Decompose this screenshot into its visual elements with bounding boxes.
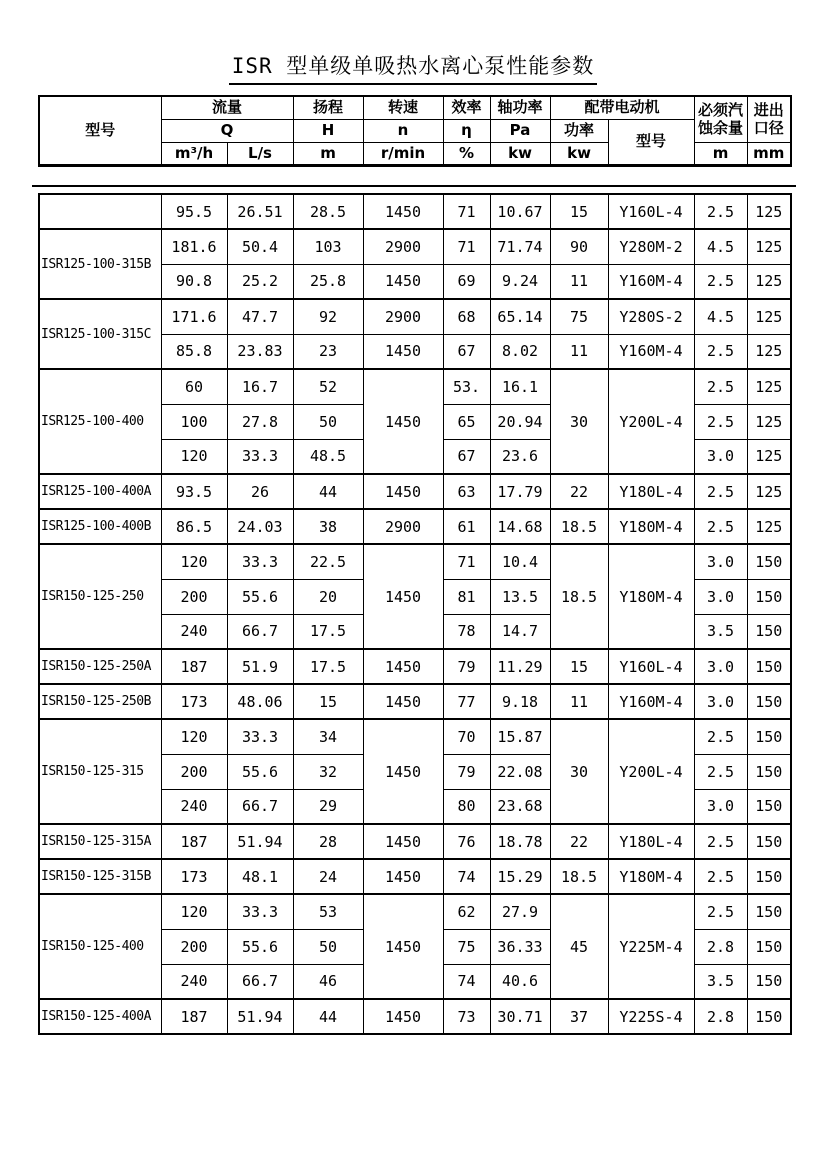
data-cell: 150 bbox=[747, 719, 791, 754]
data-cell: 22 bbox=[550, 824, 608, 859]
data-cell: 95.5 bbox=[161, 194, 227, 229]
data-cell: 79 bbox=[443, 754, 490, 789]
data-cell: 1450 bbox=[363, 264, 443, 299]
data-cell: 75 bbox=[443, 929, 490, 964]
data-cell: 1450 bbox=[363, 474, 443, 509]
data-cell: 74 bbox=[443, 859, 490, 894]
data-cell: Y180L-4 bbox=[608, 824, 694, 859]
header-table bbox=[38, 95, 792, 167]
data-cell: 1450 bbox=[363, 544, 443, 649]
pump-model-cell: ISR125-100-315C bbox=[39, 299, 161, 369]
data-cell: 18.78 bbox=[490, 824, 550, 859]
header-motor: 配带电动机 bbox=[550, 96, 694, 119]
data-cell: 125 bbox=[747, 404, 791, 439]
pump-group bbox=[39, 999, 791, 1034]
data-cell: 47.7 bbox=[227, 299, 293, 334]
data-cell: Y160M-4 bbox=[608, 264, 694, 299]
unit-percent: % bbox=[443, 142, 490, 165]
table-row bbox=[39, 649, 791, 684]
table-row bbox=[39, 194, 791, 229]
data-cell: 18.5 bbox=[550, 509, 608, 544]
data-cell: 50 bbox=[293, 929, 363, 964]
data-cell: 2.5 bbox=[694, 719, 747, 754]
data-cell: 37 bbox=[550, 999, 608, 1034]
data-cell: 125 bbox=[747, 439, 791, 474]
unit-m3h: m³/h bbox=[161, 142, 227, 165]
data-cell: 23.6 bbox=[490, 439, 550, 474]
data-cell: 33.3 bbox=[227, 719, 293, 754]
data-cell: 74 bbox=[443, 964, 490, 999]
table-row bbox=[39, 544, 791, 579]
table-row bbox=[39, 299, 791, 334]
data-cell: 80 bbox=[443, 789, 490, 824]
data-cell: 36.33 bbox=[490, 929, 550, 964]
data-cell: 15.87 bbox=[490, 719, 550, 754]
data-cell: 26 bbox=[227, 474, 293, 509]
data-cell: 240 bbox=[161, 964, 227, 999]
data-cell: Y180M-4 bbox=[608, 509, 694, 544]
data-cell: 55.6 bbox=[227, 929, 293, 964]
data-cell: 66.7 bbox=[227, 789, 293, 824]
data-cell: 44 bbox=[293, 999, 363, 1034]
data-cell: 3.0 bbox=[694, 544, 747, 579]
data-cell: 2.5 bbox=[694, 754, 747, 789]
pump-group bbox=[39, 684, 791, 719]
data-cell: 53 bbox=[293, 894, 363, 929]
data-cell: 2.8 bbox=[694, 929, 747, 964]
pump-group bbox=[39, 824, 791, 859]
unit-ls: L/s bbox=[227, 142, 293, 165]
data-cell: 15.29 bbox=[490, 859, 550, 894]
data-cell: 29 bbox=[293, 789, 363, 824]
pump-model-cell: ISR150-125-315A bbox=[39, 824, 161, 859]
unit-npsh-m: m bbox=[694, 142, 747, 165]
table-row bbox=[39, 369, 791, 404]
header-flow-symbol: Q bbox=[161, 119, 293, 142]
data-cell: 48.06 bbox=[227, 684, 293, 719]
data-cell: 100 bbox=[161, 404, 227, 439]
pump-model-cell bbox=[39, 194, 161, 229]
data-cell: 16.7 bbox=[227, 369, 293, 404]
data-cell: 10.4 bbox=[490, 544, 550, 579]
data-cell: Y180L-4 bbox=[608, 474, 694, 509]
data-cell: 3.0 bbox=[694, 649, 747, 684]
data-cell: 60 bbox=[161, 369, 227, 404]
header-speed: 转速 bbox=[363, 96, 443, 119]
data-cell: 71 bbox=[443, 544, 490, 579]
data-cell: 1450 bbox=[363, 684, 443, 719]
pump-model-cell: ISR150-125-315 bbox=[39, 719, 161, 824]
data-cell: 69 bbox=[443, 264, 490, 299]
data-cell: 2.5 bbox=[694, 859, 747, 894]
data-cell: 150 bbox=[747, 999, 791, 1034]
data-cell: 2900 bbox=[363, 299, 443, 334]
table-row bbox=[39, 474, 791, 509]
data-cell: 14.7 bbox=[490, 614, 550, 649]
data-cell: 17.5 bbox=[293, 649, 363, 684]
data-cell: 28.5 bbox=[293, 194, 363, 229]
data-cell: 23 bbox=[293, 334, 363, 369]
pump-model-cell: ISR125-100-400B bbox=[39, 509, 161, 544]
pump-group bbox=[39, 719, 791, 824]
performance-table bbox=[38, 193, 792, 1035]
double-rule-divider bbox=[32, 185, 796, 187]
data-cell: 125 bbox=[747, 264, 791, 299]
data-cell: 65 bbox=[443, 404, 490, 439]
pump-group bbox=[39, 509, 791, 544]
data-cell: 150 bbox=[747, 614, 791, 649]
data-cell: 125 bbox=[747, 334, 791, 369]
data-cell: 20.94 bbox=[490, 404, 550, 439]
data-cell: 120 bbox=[161, 894, 227, 929]
data-cell: 92 bbox=[293, 299, 363, 334]
data-cell: 90 bbox=[550, 229, 608, 264]
data-cell: 30 bbox=[550, 719, 608, 824]
data-cell: Y160L-4 bbox=[608, 649, 694, 684]
data-cell: 1450 bbox=[363, 894, 443, 999]
data-cell: 38 bbox=[293, 509, 363, 544]
data-cell: 30 bbox=[550, 369, 608, 474]
pump-model-cell: ISR150-125-250B bbox=[39, 684, 161, 719]
page-title-text: ISR 型单级单吸热水离心泵性能参数 bbox=[229, 50, 598, 85]
data-cell: 2.5 bbox=[694, 369, 747, 404]
data-cell: 10.67 bbox=[490, 194, 550, 229]
pump-group bbox=[39, 369, 791, 474]
pump-group bbox=[39, 194, 791, 229]
data-cell: 78 bbox=[443, 614, 490, 649]
table-row bbox=[39, 229, 791, 264]
data-cell: 187 bbox=[161, 649, 227, 684]
data-cell: 2.5 bbox=[694, 894, 747, 929]
data-cell: 150 bbox=[747, 859, 791, 894]
data-cell: 120 bbox=[161, 544, 227, 579]
data-cell: 53. bbox=[443, 369, 490, 404]
data-cell: 1450 bbox=[363, 649, 443, 684]
data-cell: 3.0 bbox=[694, 684, 747, 719]
pump-model-cell: ISR150-125-250A bbox=[39, 649, 161, 684]
data-cell: Y225S-4 bbox=[608, 999, 694, 1034]
data-cell: Y225M-4 bbox=[608, 894, 694, 999]
data-cell: 2.5 bbox=[694, 824, 747, 859]
data-cell: 18.5 bbox=[550, 859, 608, 894]
data-cell: 187 bbox=[161, 824, 227, 859]
header-shaft-power: 轴功率 bbox=[490, 96, 550, 119]
data-cell: 46 bbox=[293, 964, 363, 999]
data-cell: 2.8 bbox=[694, 999, 747, 1034]
data-cell: 2.5 bbox=[694, 474, 747, 509]
data-cell: 90.8 bbox=[161, 264, 227, 299]
data-cell: 3.0 bbox=[694, 789, 747, 824]
data-cell: 63 bbox=[443, 474, 490, 509]
pump-model-cell: ISR125-100-400 bbox=[39, 369, 161, 474]
data-cell: 61 bbox=[443, 509, 490, 544]
data-cell: 24 bbox=[293, 859, 363, 894]
data-cell: 150 bbox=[747, 894, 791, 929]
data-cell: 81 bbox=[443, 579, 490, 614]
data-cell: 150 bbox=[747, 824, 791, 859]
unit-kw-motor: kw bbox=[550, 142, 608, 165]
data-cell: 2.5 bbox=[694, 264, 747, 299]
data-cell: 27.9 bbox=[490, 894, 550, 929]
data-cell: 51.94 bbox=[227, 824, 293, 859]
data-cell: 4.5 bbox=[694, 229, 747, 264]
data-cell: 2900 bbox=[363, 229, 443, 264]
data-cell: 15 bbox=[550, 649, 608, 684]
data-cell: 48.5 bbox=[293, 439, 363, 474]
data-cell: 26.51 bbox=[227, 194, 293, 229]
data-cell: 2.5 bbox=[694, 194, 747, 229]
data-cell: Y200L-4 bbox=[608, 719, 694, 824]
data-cell: 30.71 bbox=[490, 999, 550, 1034]
data-cell: 24.03 bbox=[227, 509, 293, 544]
data-cell: 33.3 bbox=[227, 439, 293, 474]
data-cell: 16.1 bbox=[490, 369, 550, 404]
data-cell: 50.4 bbox=[227, 229, 293, 264]
data-cell: 71.74 bbox=[490, 229, 550, 264]
data-cell: 20 bbox=[293, 579, 363, 614]
pump-model-cell: ISR125-100-400A bbox=[39, 474, 161, 509]
data-cell: 32 bbox=[293, 754, 363, 789]
data-cell: 150 bbox=[747, 754, 791, 789]
table-row bbox=[39, 824, 791, 859]
data-cell: Y280M-2 bbox=[608, 229, 694, 264]
data-cell: 34 bbox=[293, 719, 363, 754]
data-cell: 1450 bbox=[363, 859, 443, 894]
data-cell: 1450 bbox=[363, 719, 443, 824]
data-cell: 11 bbox=[550, 334, 608, 369]
header-speed-symbol: n bbox=[363, 119, 443, 142]
data-cell: 55.6 bbox=[227, 754, 293, 789]
data-cell: 181.6 bbox=[161, 229, 227, 264]
data-cell: 27.8 bbox=[227, 404, 293, 439]
data-cell: 150 bbox=[747, 579, 791, 614]
table-row bbox=[39, 999, 791, 1034]
data-cell: 17.5 bbox=[293, 614, 363, 649]
data-cell: 48.1 bbox=[227, 859, 293, 894]
data-cell: Y160M-4 bbox=[608, 334, 694, 369]
data-cell: Y180M-4 bbox=[608, 544, 694, 649]
pump-model-cell: ISR150-125-400A bbox=[39, 999, 161, 1034]
data-cell: 51.94 bbox=[227, 999, 293, 1034]
data-cell: 67 bbox=[443, 439, 490, 474]
data-cell: 150 bbox=[747, 929, 791, 964]
header-efficiency: 效率 bbox=[443, 96, 490, 119]
data-cell: 15 bbox=[293, 684, 363, 719]
data-cell: 28 bbox=[293, 824, 363, 859]
pump-model-cell: ISR150-125-250 bbox=[39, 544, 161, 649]
data-cell: 1450 bbox=[363, 334, 443, 369]
data-cell: 171.6 bbox=[161, 299, 227, 334]
table-row bbox=[39, 859, 791, 894]
data-cell: 45 bbox=[550, 894, 608, 999]
pump-model-cell: ISR125-100-315B bbox=[39, 229, 161, 299]
data-cell: 150 bbox=[747, 649, 791, 684]
data-cell: 173 bbox=[161, 859, 227, 894]
pump-group bbox=[39, 474, 791, 509]
data-cell: 22.5 bbox=[293, 544, 363, 579]
data-cell: 52 bbox=[293, 369, 363, 404]
data-cell: 150 bbox=[747, 544, 791, 579]
data-cell: 2.5 bbox=[694, 334, 747, 369]
data-cell: 68 bbox=[443, 299, 490, 334]
data-cell: 187 bbox=[161, 999, 227, 1034]
data-cell: 125 bbox=[747, 369, 791, 404]
data-cell: 1450 bbox=[363, 194, 443, 229]
data-cell: 4.5 bbox=[694, 299, 747, 334]
data-cell: 11 bbox=[550, 684, 608, 719]
header-port: 进出口径 bbox=[747, 96, 791, 142]
data-cell: 11.29 bbox=[490, 649, 550, 684]
data-cell: 14.68 bbox=[490, 509, 550, 544]
table-row bbox=[39, 719, 791, 754]
header-efficiency-symbol: η bbox=[443, 119, 490, 142]
data-cell: 76 bbox=[443, 824, 490, 859]
unit-kw-shaft: kw bbox=[490, 142, 550, 165]
data-cell: 23.68 bbox=[490, 789, 550, 824]
data-cell: 2900 bbox=[363, 509, 443, 544]
data-cell: 23.83 bbox=[227, 334, 293, 369]
data-cell: 200 bbox=[161, 929, 227, 964]
data-cell: 9.24 bbox=[490, 264, 550, 299]
data-cell: 66.7 bbox=[227, 614, 293, 649]
header-flow: 流量 bbox=[161, 96, 293, 119]
data-cell: 150 bbox=[747, 964, 791, 999]
data-cell: 22.08 bbox=[490, 754, 550, 789]
table-row bbox=[39, 894, 791, 929]
data-cell: 3.5 bbox=[694, 964, 747, 999]
data-cell: 150 bbox=[747, 684, 791, 719]
pump-group bbox=[39, 299, 791, 369]
data-cell: 66.7 bbox=[227, 964, 293, 999]
data-cell: Y280S-2 bbox=[608, 299, 694, 334]
data-cell: 125 bbox=[747, 299, 791, 334]
data-cell: 2.5 bbox=[694, 509, 747, 544]
unit-head-m: m bbox=[293, 142, 363, 165]
data-cell: 85.8 bbox=[161, 334, 227, 369]
data-cell: 71 bbox=[443, 194, 490, 229]
header-shaft-power-symbol: Pa bbox=[490, 119, 550, 142]
unit-mm: mm bbox=[747, 142, 791, 165]
data-cell: 75 bbox=[550, 299, 608, 334]
data-cell: 65.14 bbox=[490, 299, 550, 334]
data-cell: 86.5 bbox=[161, 509, 227, 544]
header-motor-model: 型号 bbox=[608, 119, 694, 165]
data-cell: 125 bbox=[747, 474, 791, 509]
data-cell: 9.18 bbox=[490, 684, 550, 719]
data-cell: 50 bbox=[293, 404, 363, 439]
data-cell: 44 bbox=[293, 474, 363, 509]
data-cell: 18.5 bbox=[550, 544, 608, 649]
data-cell: 200 bbox=[161, 754, 227, 789]
data-cell: Y160L-4 bbox=[608, 194, 694, 229]
pump-model-cell: ISR150-125-400 bbox=[39, 894, 161, 999]
data-cell: Y200L-4 bbox=[608, 369, 694, 474]
data-cell: 71 bbox=[443, 229, 490, 264]
data-cell: 2.5 bbox=[694, 404, 747, 439]
data-cell: 1450 bbox=[363, 824, 443, 859]
data-cell: 13.5 bbox=[490, 579, 550, 614]
data-cell: 3.0 bbox=[694, 439, 747, 474]
data-cell: 240 bbox=[161, 614, 227, 649]
pump-group bbox=[39, 894, 791, 999]
pump-group bbox=[39, 649, 791, 684]
data-cell: 1450 bbox=[363, 999, 443, 1034]
header-npsh: 必须汽蚀余量 bbox=[694, 96, 747, 142]
data-cell: 55.6 bbox=[227, 579, 293, 614]
data-cell: 73 bbox=[443, 999, 490, 1034]
data-cell: 173 bbox=[161, 684, 227, 719]
header-head-symbol: H bbox=[293, 119, 363, 142]
unit-rmin: r/min bbox=[363, 142, 443, 165]
data-cell: 1450 bbox=[363, 369, 443, 474]
data-cell: 25.2 bbox=[227, 264, 293, 299]
data-cell: 33.3 bbox=[227, 894, 293, 929]
pump-group bbox=[39, 859, 791, 894]
data-cell: 17.79 bbox=[490, 474, 550, 509]
data-cell: Y180M-4 bbox=[608, 859, 694, 894]
data-cell: 120 bbox=[161, 439, 227, 474]
data-cell: 3.0 bbox=[694, 579, 747, 614]
data-cell: 67 bbox=[443, 334, 490, 369]
data-cell: 120 bbox=[161, 719, 227, 754]
data-cell: 200 bbox=[161, 579, 227, 614]
data-cell: 15 bbox=[550, 194, 608, 229]
data-cell: 125 bbox=[747, 194, 791, 229]
pump-group bbox=[39, 544, 791, 649]
data-cell: 62 bbox=[443, 894, 490, 929]
pump-group bbox=[39, 229, 791, 299]
header-pump-model: 型号 bbox=[39, 96, 161, 165]
data-cell: 33.3 bbox=[227, 544, 293, 579]
pump-model-cell: ISR150-125-315B bbox=[39, 859, 161, 894]
data-cell: 93.5 bbox=[161, 474, 227, 509]
data-cell: 3.5 bbox=[694, 614, 747, 649]
header-motor-power: 功率 bbox=[550, 119, 608, 142]
data-cell: 125 bbox=[747, 229, 791, 264]
data-cell: 77 bbox=[443, 684, 490, 719]
data-cell: 22 bbox=[550, 474, 608, 509]
table-row bbox=[39, 509, 791, 544]
data-cell: 8.02 bbox=[490, 334, 550, 369]
table-row bbox=[39, 684, 791, 719]
page-title bbox=[0, 50, 826, 85]
data-cell: 125 bbox=[747, 509, 791, 544]
data-cell: 40.6 bbox=[490, 964, 550, 999]
header-head: 扬程 bbox=[293, 96, 363, 119]
data-cell: 51.9 bbox=[227, 649, 293, 684]
data-cell: 25.8 bbox=[293, 264, 363, 299]
data-cell: 150 bbox=[747, 789, 791, 824]
data-cell: 70 bbox=[443, 719, 490, 754]
data-cell: 103 bbox=[293, 229, 363, 264]
data-cell: 11 bbox=[550, 264, 608, 299]
data-cell: 79 bbox=[443, 649, 490, 684]
data-cell: Y160M-4 bbox=[608, 684, 694, 719]
data-cell: 240 bbox=[161, 789, 227, 824]
